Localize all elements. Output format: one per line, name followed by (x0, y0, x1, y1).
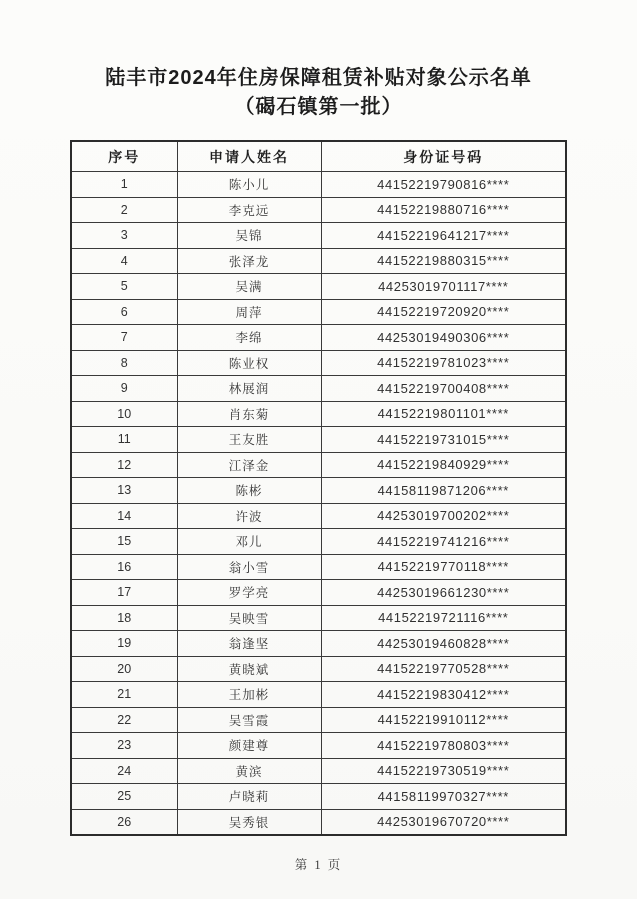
cell-applicant-name: 吴锦 (177, 223, 321, 249)
table-row (71, 274, 566, 300)
cell-id-number: 44152219910112**** (321, 707, 566, 733)
table-row (71, 784, 566, 810)
header-applicant-name: 申请人姓名 (177, 141, 321, 172)
cell-id-number: 44152219641217**** (321, 223, 566, 249)
table-row (71, 299, 566, 325)
cell-id-number: 44253019670720**** (321, 809, 566, 835)
cell-serial-number: 19 (71, 631, 177, 657)
cell-serial-number: 17 (71, 580, 177, 606)
cell-applicant-name: 罗学亮 (177, 580, 321, 606)
cell-applicant-name: 王加彬 (177, 682, 321, 708)
page-number-footer: 第 1 页 (294, 858, 343, 872)
cell-applicant-name: 陈彬 (177, 478, 321, 504)
cell-applicant-name: 翁逢坚 (177, 631, 321, 657)
cell-applicant-name: 邓儿 (177, 529, 321, 555)
cell-applicant-name: 卢晓莉 (177, 784, 321, 810)
cell-serial-number: 10 (71, 401, 177, 427)
cell-serial-number: 23 (71, 733, 177, 759)
cell-serial-number: 8 (71, 350, 177, 376)
table-row (71, 631, 566, 657)
header-row (71, 141, 566, 172)
table-body (71, 172, 566, 836)
cell-applicant-name: 周萍 (177, 299, 321, 325)
document-title (0, 0, 637, 122)
applicants-table (70, 140, 567, 836)
cell-serial-number: 24 (71, 758, 177, 784)
table-row (71, 682, 566, 708)
cell-applicant-name: 黄滨 (177, 758, 321, 784)
cell-id-number: 44158119871206**** (321, 478, 566, 504)
cell-id-number: 44152219730519**** (321, 758, 566, 784)
cell-id-number: 44253019661230**** (321, 580, 566, 606)
table-row (71, 503, 566, 529)
cell-serial-number: 13 (71, 478, 177, 504)
cell-serial-number: 3 (71, 223, 177, 249)
cell-id-number: 44152219770118**** (321, 554, 566, 580)
table-row (71, 452, 566, 478)
cell-id-number: 44152219801101**** (321, 401, 566, 427)
table-row (71, 401, 566, 427)
table-row (71, 605, 566, 631)
cell-id-number: 44152219770528**** (321, 656, 566, 682)
cell-applicant-name: 吴映雪 (177, 605, 321, 631)
table-row (71, 758, 566, 784)
cell-serial-number: 20 (71, 656, 177, 682)
cell-serial-number: 26 (71, 809, 177, 835)
cell-id-number: 44152219721116**** (321, 605, 566, 631)
cell-serial-number: 6 (71, 299, 177, 325)
cell-applicant-name: 吴秀银 (177, 809, 321, 835)
cell-applicant-name: 吴雪霞 (177, 707, 321, 733)
table-row (71, 350, 566, 376)
cell-id-number: 44253019490306**** (321, 325, 566, 351)
table-row (71, 248, 566, 274)
table-row (71, 656, 566, 682)
cell-id-number: 44253019700202**** (321, 503, 566, 529)
cell-id-number: 44152219781023**** (321, 350, 566, 376)
cell-applicant-name: 江泽金 (177, 452, 321, 478)
title-line-1: 陆丰市2024年住房保障租赁补贴对象公示名单 (105, 67, 532, 89)
cell-serial-number: 14 (71, 503, 177, 529)
cell-applicant-name: 张泽龙 (177, 248, 321, 274)
cell-applicant-name: 王友胜 (177, 427, 321, 453)
table-row (71, 554, 566, 580)
cell-serial-number: 21 (71, 682, 177, 708)
table-row (71, 172, 566, 198)
cell-applicant-name: 陈小儿 (177, 172, 321, 198)
table-row (71, 376, 566, 402)
cell-serial-number: 7 (71, 325, 177, 351)
cell-id-number: 44152219790816**** (321, 172, 566, 198)
cell-id-number: 44158119970327**** (321, 784, 566, 810)
table-row (71, 478, 566, 504)
table-row (71, 809, 566, 835)
cell-serial-number: 11 (71, 427, 177, 453)
table-row (71, 223, 566, 249)
cell-applicant-name: 林展润 (177, 376, 321, 402)
cell-serial-number: 4 (71, 248, 177, 274)
header-id-number: 身份证号码 (321, 141, 566, 172)
cell-id-number: 44152219880315**** (321, 248, 566, 274)
table-row (71, 197, 566, 223)
cell-applicant-name: 颜建尊 (177, 733, 321, 759)
cell-serial-number: 9 (71, 376, 177, 402)
title-line-2: （碣石镇第一批） (234, 96, 403, 118)
table-header (71, 141, 566, 172)
cell-serial-number: 15 (71, 529, 177, 555)
cell-serial-number: 16 (71, 554, 177, 580)
cell-serial-number: 1 (71, 172, 177, 198)
cell-id-number: 44152219731015**** (321, 427, 566, 453)
table-row (71, 529, 566, 555)
cell-serial-number: 18 (71, 605, 177, 631)
cell-id-number: 44152219700408**** (321, 376, 566, 402)
table-row (71, 325, 566, 351)
table-row (71, 733, 566, 759)
cell-applicant-name: 许波 (177, 503, 321, 529)
header-serial-number: 序号 (71, 141, 177, 172)
cell-id-number: 44152219830412**** (321, 682, 566, 708)
table-row (71, 427, 566, 453)
cell-serial-number: 5 (71, 274, 177, 300)
cell-applicant-name: 肖东菊 (177, 401, 321, 427)
cell-applicant-name: 吴满 (177, 274, 321, 300)
cell-id-number: 44152219741216**** (321, 529, 566, 555)
cell-applicant-name: 李克远 (177, 197, 321, 223)
table-row (71, 580, 566, 606)
cell-id-number: 44253019701117**** (321, 274, 566, 300)
cell-serial-number: 2 (71, 197, 177, 223)
cell-id-number: 44152219720920**** (321, 299, 566, 325)
cell-id-number: 44152219780803**** (321, 733, 566, 759)
cell-applicant-name: 李绵 (177, 325, 321, 351)
cell-applicant-name: 陈业权 (177, 350, 321, 376)
cell-applicant-name: 黄晓斌 (177, 656, 321, 682)
cell-serial-number: 25 (71, 784, 177, 810)
cell-serial-number: 22 (71, 707, 177, 733)
cell-serial-number: 12 (71, 452, 177, 478)
cell-id-number: 44152219880716**** (321, 197, 566, 223)
table-row (71, 707, 566, 733)
cell-id-number: 44152219840929**** (321, 452, 566, 478)
cell-id-number: 44253019460828**** (321, 631, 566, 657)
cell-applicant-name: 翁小雪 (177, 554, 321, 580)
